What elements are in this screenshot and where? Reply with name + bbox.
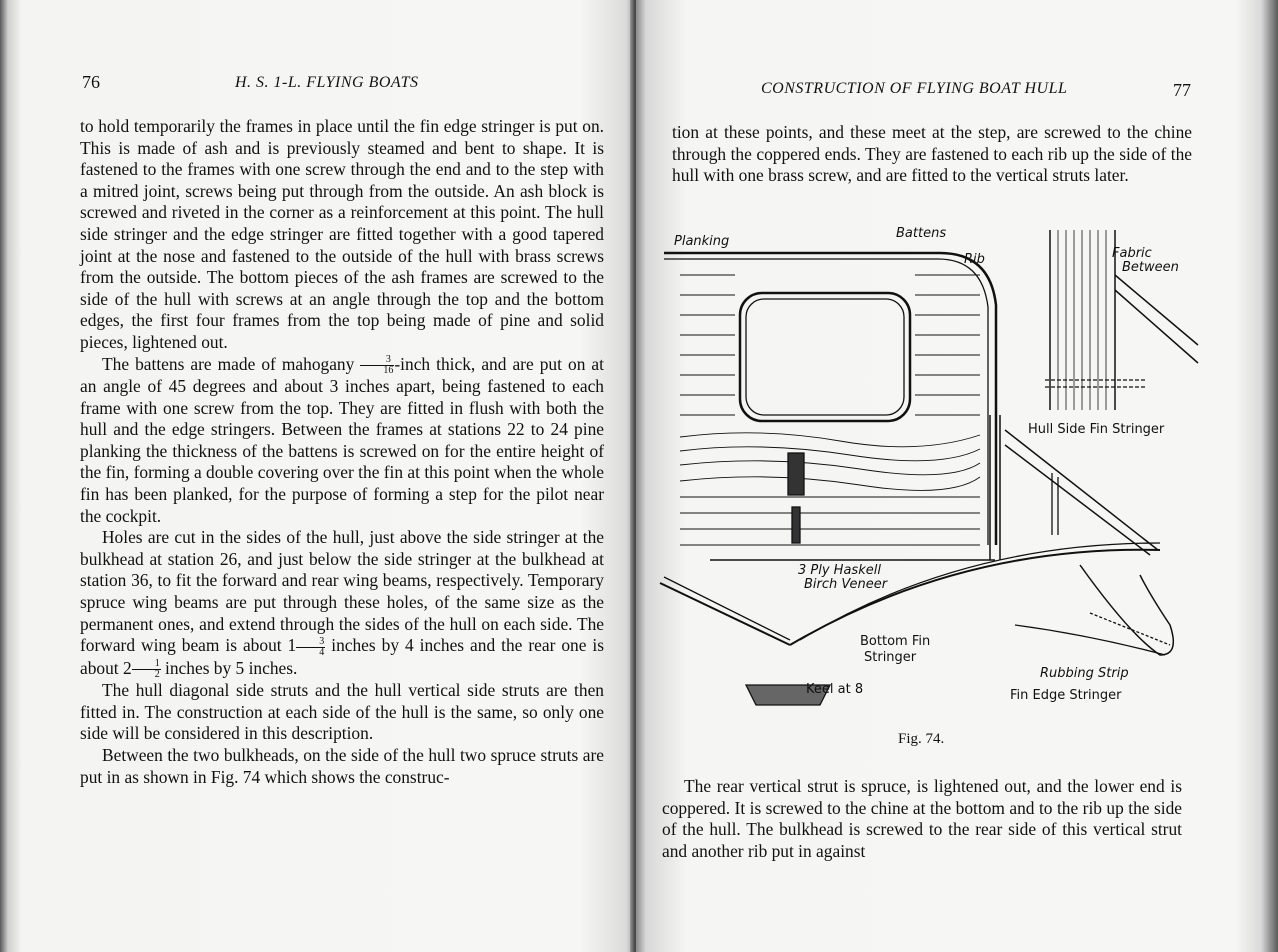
fraction-1-2: $\frac{1}{2}$ — [132, 659, 161, 680]
page-number-right: 77 — [1173, 80, 1191, 100]
running-head-left: H. S. 1-L. FLYING BOATS — [235, 74, 419, 91]
left-paragraph-4: The hull diagonal side struts and the hull vertical side struts are then fitted in. The construction at each side of the hull is the same, so only one side will be considered in this description. — [80, 680, 604, 744]
label-rubbing-strip: Rubbing Strip — [1040, 666, 1129, 681]
right-paragraph-2: The rear vertical strut is spruce, is lightened out, and the lower end is coppered. It is screwed to the chine at the bottom and to the rib up the side of the hull. The bulkhead is screwed to the rear side of this vertical strut and another rib put in against — [662, 776, 1182, 861]
label-keel: Keel at 8 — [806, 682, 864, 697]
label-between: Between — [1122, 260, 1179, 275]
label-ply-2: Birch Veneer — [804, 577, 888, 592]
label-battens: Battens — [896, 226, 947, 241]
page-number-left: 76 — [82, 72, 100, 92]
left-page — [0, 0, 636, 952]
left-paragraph-2: The battens are made of mahogany $\frac{3}{16}$ -inch thick, and are put on at an angle of 45 degrees and about 3 inches apart, being fastened to each frame with one screw from the top. They are fitted in flush with both the hull and the edge stringers. Between the frames at stations 22 to 24 pine planking the thickness of the battens is screwed on for the entire height of the fin, forming a double covering over the fin at this point when the whole fin has been planked, for the purpose of forming a step for the pilot near the cockpit. — [80, 353, 605, 526]
fraction-3-4: $\frac{3}{4}$ — [296, 637, 325, 658]
left-paragraph-3: Holes are cut in the sides of the hull, just above the side stringer at the bulkhead at station 26, and just below the side stringer at the bulkhead at station 36, to fit the forward and rear wing beams, respectively. Temporary spruce wing beams are put through these holes, of the same size as the permanent ones, and extend through the sides of the hull on each side. The forward wing beam is about 1 $\frac{3}{4}$ inches by 4 inches and the rear one is about 2 $\frac{1}{2}$ inches by 5 inches. — [80, 527, 605, 681]
fraction-3-16: $\frac{3}{16}$ — [360, 355, 394, 376]
right-body-text-bottom — [662, 776, 1182, 862]
label-ply-1: 3 Ply Haskell — [798, 563, 881, 578]
label-rib: Rib — [964, 252, 985, 267]
running-head-right: CONSTRUCTION OF FLYING BOAT HULL — [761, 80, 1068, 97]
figure-74 — [660, 215, 1200, 703]
left-body-text — [80, 116, 604, 788]
right-page — [636, 0, 1278, 952]
label-fabric: Fabric — [1112, 246, 1152, 261]
label-fin-edge-stringer: Fin Edge Stringer — [1010, 688, 1122, 703]
label-hull-side-fin-stringer: Hull Side Fin Stringer — [1028, 422, 1165, 437]
hull-construction-diagram — [660, 215, 1200, 703]
figure-caption: Fig. 74. — [898, 731, 945, 747]
right-paragraph-1: tion at these points, and these meet at the step, are screwed to the chine through the coppered ends. They are fastened to each rib up the side of the hull with one brass screw, and are fitted to the vertical struts later. — [672, 122, 1192, 186]
left-paragraph-1: to hold temporarily the frames in place until the fin edge stringer is put on. This is made of ash and is previously steamed and bent to shape. It is fastened to the frames with one screw through the end and to the step with a mitred joint, screws being put through from the outside. An ash block is screwed and riveted in the corner as a reinforcement at this point. The hull side stringer and the edge stringer are fitted together with a good tapered joint at the nose and fastened to the outside of the hull with brass screws from the outside. The bottom pieces of the ash frames are screwed to the side of the hull with screws at an angle through the top and the bottom edges, the first four frames from the top being made of pine and solid pieces, lightened out. — [80, 116, 604, 352]
label-bottom-fin-2: Stringer — [864, 650, 917, 665]
right-body-text-top — [672, 122, 1192, 187]
left-paragraph-5: Between the two bulkheads, on the side of the hull two spruce struts are put in as shown in Fig. 74 which shows the construc- — [80, 744, 604, 787]
label-planking: Planking — [674, 234, 730, 249]
label-bottom-fin-1: Bottom Fin — [860, 634, 931, 649]
